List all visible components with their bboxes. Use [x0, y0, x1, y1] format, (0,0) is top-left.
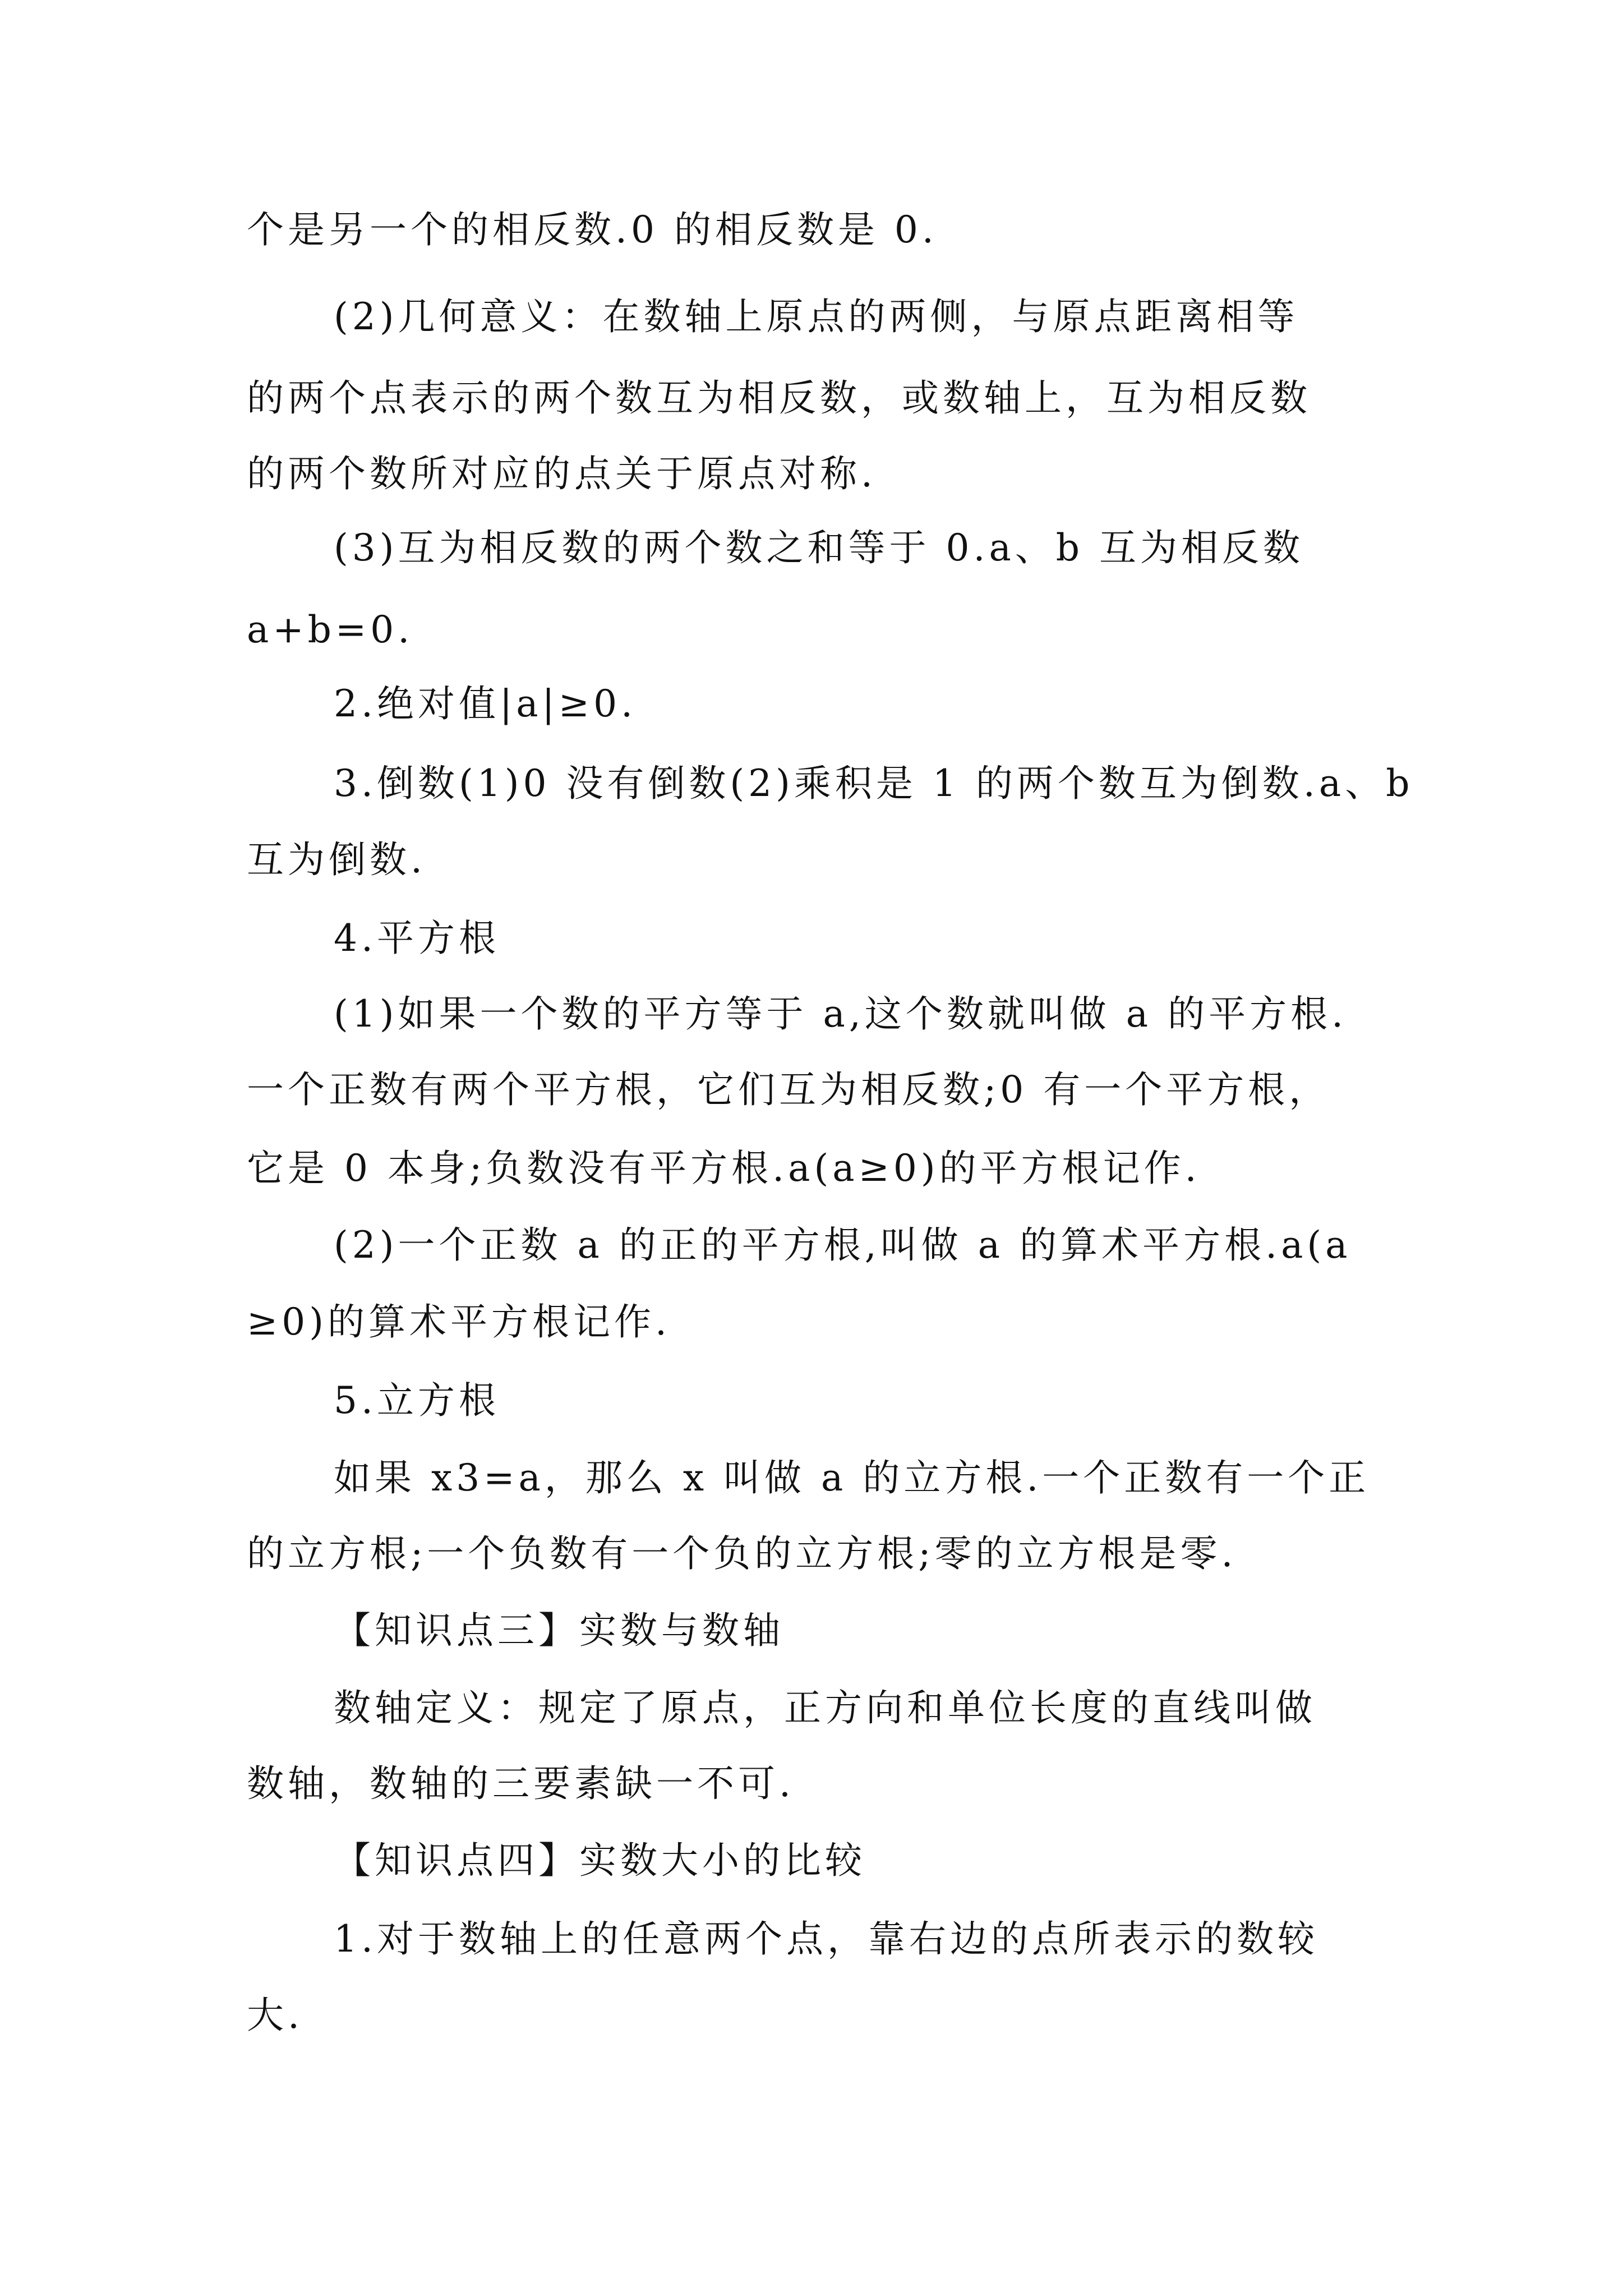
text-line: 1.对于数轴上的任意两个点，靠右边的点所表示的数较: [334, 1917, 1318, 1961]
text-line: ≥0)的算术平方根记作.: [247, 1300, 671, 1343]
text-line: 2.绝对值|a|≥0.: [334, 682, 637, 725]
text-line: 3.倒数(1)0 没有倒数(2)乘积是 1 的两个数互为倒数.a、b: [334, 762, 1414, 805]
section-heading: 【知识点四】实数大小的比较: [334, 1839, 866, 1882]
text-line: (2)一个正数 a 的正的平方根,叫做 a 的算术平方根.a(a: [334, 1223, 1352, 1267]
text-line: 数轴定义：规定了原点，正方向和单位长度的直线叫做: [334, 1686, 1316, 1729]
text-line: 的立方根;一个负数有一个负的立方根;零的立方根是零.: [247, 1532, 1237, 1575]
text-line: 如果 x3=a，那么 x 叫做 a 的立方根.一个正数有一个正: [334, 1456, 1370, 1499]
text-line: 的两个点表示的两个数互为相反数，或数轴上，互为相反数: [247, 376, 1311, 420]
text-line: 一个正数有两个平方根，它们互为相反数;0 有一个平方根，: [247, 1068, 1330, 1111]
text-line: 的两个数所对应的点关于原点对称.: [247, 452, 877, 495]
text-line: 5.立方根: [334, 1379, 500, 1422]
text-line: 互为倒数.: [247, 838, 426, 881]
text-line: (3)互为相反数的两个数之和等于 0.a、b 互为相反数: [334, 526, 1304, 569]
text-line: 数轴，数轴的三要素缺一不可.: [247, 1762, 795, 1805]
text-line: 大.: [247, 1994, 303, 2037]
text-line: 个是另一个的相反数.0 的相反数是 0.: [247, 208, 938, 251]
text-line: 它是 0 本身;负数没有平方根.a(a≥0)的平方根记作.: [247, 1147, 1201, 1190]
text-line: 4.平方根: [334, 917, 500, 960]
text-line: (1)如果一个数的平方等于 a,这个数就叫做 a 的平方根.: [334, 992, 1348, 1036]
section-heading: 【知识点三】实数与数轴: [334, 1609, 784, 1652]
text-line: a+b=0.: [247, 608, 414, 651]
text-line: (2)几何意义：在数轴上原点的两侧，与原点距离相等: [334, 295, 1299, 338]
